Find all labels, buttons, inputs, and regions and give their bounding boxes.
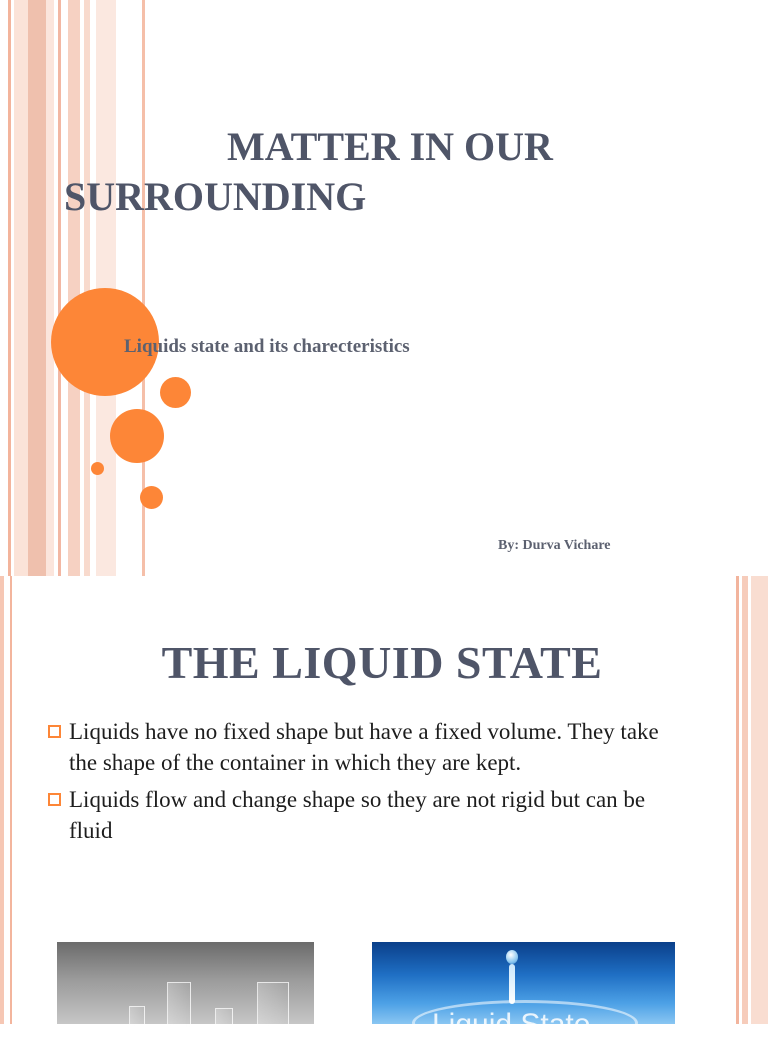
bullet-item xyxy=(48,716,668,778)
water-stream xyxy=(509,964,515,1004)
slide-subtitle: Liquids state and its charecteristics xyxy=(124,336,410,357)
decorative-circle xyxy=(110,409,164,463)
bullet-item xyxy=(48,784,668,846)
slide-title-line-2: SURROUNDING xyxy=(64,174,367,219)
author-credit: By: Durva Vichare xyxy=(498,538,611,553)
bullet-text: Liquids flow and change shape so they are not rigid but can be fluid xyxy=(69,787,646,843)
stripe xyxy=(68,0,80,576)
decorative-circle xyxy=(140,486,163,509)
bullet-list xyxy=(48,716,668,852)
test-tube-icon xyxy=(215,1008,233,1027)
bullet-text: Liquids have no fixed shape but have a fixed volume. They take the shape of the container in which they are kept. xyxy=(69,719,659,775)
stripe xyxy=(58,0,61,576)
stripe xyxy=(14,0,28,576)
decorative-circle xyxy=(160,377,191,408)
stripe xyxy=(8,0,11,576)
content-slide xyxy=(0,576,768,1041)
water-drop-image xyxy=(372,942,675,1041)
content-slide-title-text: THE LIQUID STATE xyxy=(161,637,603,688)
stripe xyxy=(28,0,46,576)
stripe xyxy=(46,0,54,576)
content-slide-title xyxy=(0,636,768,689)
water-drop-icon xyxy=(506,950,518,964)
stripe xyxy=(84,0,90,576)
square-bullet-icon xyxy=(48,725,61,738)
image-caption: Liquid State xyxy=(432,1008,591,1041)
test-tube-icon xyxy=(129,1006,145,1027)
decorative-circle xyxy=(91,462,104,475)
beaker-icon xyxy=(167,982,191,1027)
slide-title-line-1: MATTER IN OUR xyxy=(227,124,553,169)
laboratory-glassware-image xyxy=(57,942,314,1024)
slide-title xyxy=(64,122,664,222)
flask-icon xyxy=(257,982,289,1027)
square-bullet-icon xyxy=(48,793,61,806)
